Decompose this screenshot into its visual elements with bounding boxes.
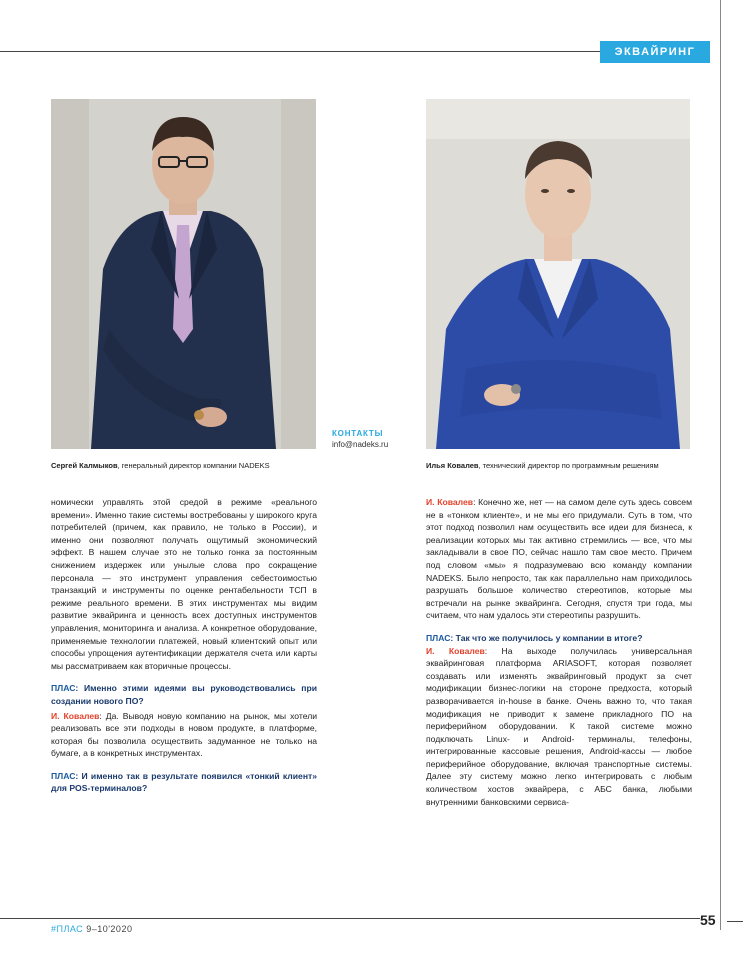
question-tag: ПЛАС (51, 770, 76, 781)
caption-left-role: , генеральный директор компании NADEKS (117, 461, 270, 470)
article-column-left (51, 496, 317, 805)
footer-issue-number: 9–10'2020 (83, 924, 133, 934)
margin-rule (720, 0, 721, 930)
question-text: : И именно так в результате появился «тонкий клиент» для POS-терминалов? (51, 770, 317, 794)
answer-text: : На выходе получилась универсальная эквайринговая платформа ARIASOFT, которая позволяет создавать или изменять эквайринговый продукт за счет модификации бизнес-логики на стороне предхоста, который разворачивается in-house в банке. Очень важно то, что такая модификация не приводит к замене прикладного ПО на периферийном оборудовании. К такой системе можно подключать Linux- и Android- терминалы, телефоны, интегрированные кассовые решения, Android-кассы — любое периферийное оборудование, включая транспортные системы. Далее эту систему можно легко интегрировать с любым количеством хостов эквайрера, с АБС банка, любыми внутренними банковскими сервиса- (426, 645, 692, 807)
question (51, 770, 317, 795)
page-number-rule (727, 921, 743, 922)
answer (51, 710, 317, 760)
caption-right-role: , технический директор по программным решениям (478, 461, 659, 470)
question (51, 682, 317, 707)
contacts-label: КОНТАКТЫ (332, 429, 384, 438)
contacts-block (332, 428, 388, 450)
question-tag: ПЛАС (51, 683, 76, 694)
question-text: : Именно этими идеями вы руководствовались при создании нового ПО? (51, 683, 317, 706)
caption-right (426, 461, 676, 471)
answer-text: : Да. Выводя новую компанию на рынок, мы хотели реализовать все эти подходы в новом продукте, в платформе, которая бы позволила осуществить задуманное не только на бумаге, а в конкретных инструментах. (51, 710, 318, 759)
speaker-name: И. Ковалев (51, 710, 100, 721)
speaker-name: И. Ковалев (426, 497, 474, 507)
answer (426, 496, 692, 622)
question (426, 632, 692, 645)
question-text: : Так что же получилось у компании в итоге? (450, 632, 643, 643)
portrait-kovalev (426, 99, 690, 449)
question-tag: ПЛАС (426, 632, 451, 643)
portrait-kalmykov (51, 99, 316, 449)
article-column-right (426, 496, 692, 818)
footer-hashtag: #ПЛАС (51, 924, 84, 934)
caption-left (51, 461, 321, 471)
caption-right-name: Илья Ковалев (426, 461, 479, 470)
contacts-email[interactable]: info@nadeks.ru (332, 440, 389, 449)
section-badge: ЭКВАЙРИНГ (600, 41, 710, 63)
caption-left-name: Сергей Калмыков (51, 461, 118, 470)
answer-text: : Конечно же, нет — на самом деле суть здесь совсем не в «тонком клиенте», и не мы его придумали. Суть в том, что этот подход позволил нам осуществить все идеи для бизнеса, к реализации которых мы так активно стремились — все, что мы закладывали в свое ПО, сейчас нашло там свое место. Причем под словом «мы» я подразумеваю всю команду компании NADEKS. Было непросто, так как параллельно нам приходилось разрушать большое количество стереотипов, которые мы встречали на рынке эквайринга. Сегодня, спустя три года, мы считаем, что нам удалось эти стереотипы разрушить. (426, 497, 692, 621)
speaker-name: И. Ковалев (426, 645, 485, 656)
footer-issue (51, 924, 132, 934)
page-number: 55 (700, 912, 716, 928)
footer-rule (0, 918, 700, 919)
answer (426, 645, 692, 809)
paragraph: номически управлять этой средой в режиме «реального времени». Именно такие системы востребованы у широкого круга потребителей (причем, как правило, не только в России), и именно они позволяют получать ощутимый экономический эффект. В нашем случае это не только гонка за постоянным снижением издержек или унылые слова про сокращение персонала — это инструмент управления себестоимостью транзакций и инструменты по оценке рентабельности ТСП в режиме реального времени. В этих инструментах мы видим развитие эквайринга и ценность всех доступных инструментов управления, мониторинга и анализа. А конкретное оборудование, применяемые технологии платежей, новый клиентский опыт или способы упрощения аутентификации держателя счета или карты мы рассматриваем как вторичные процессы. (51, 497, 317, 671)
header-rule (0, 51, 600, 52)
